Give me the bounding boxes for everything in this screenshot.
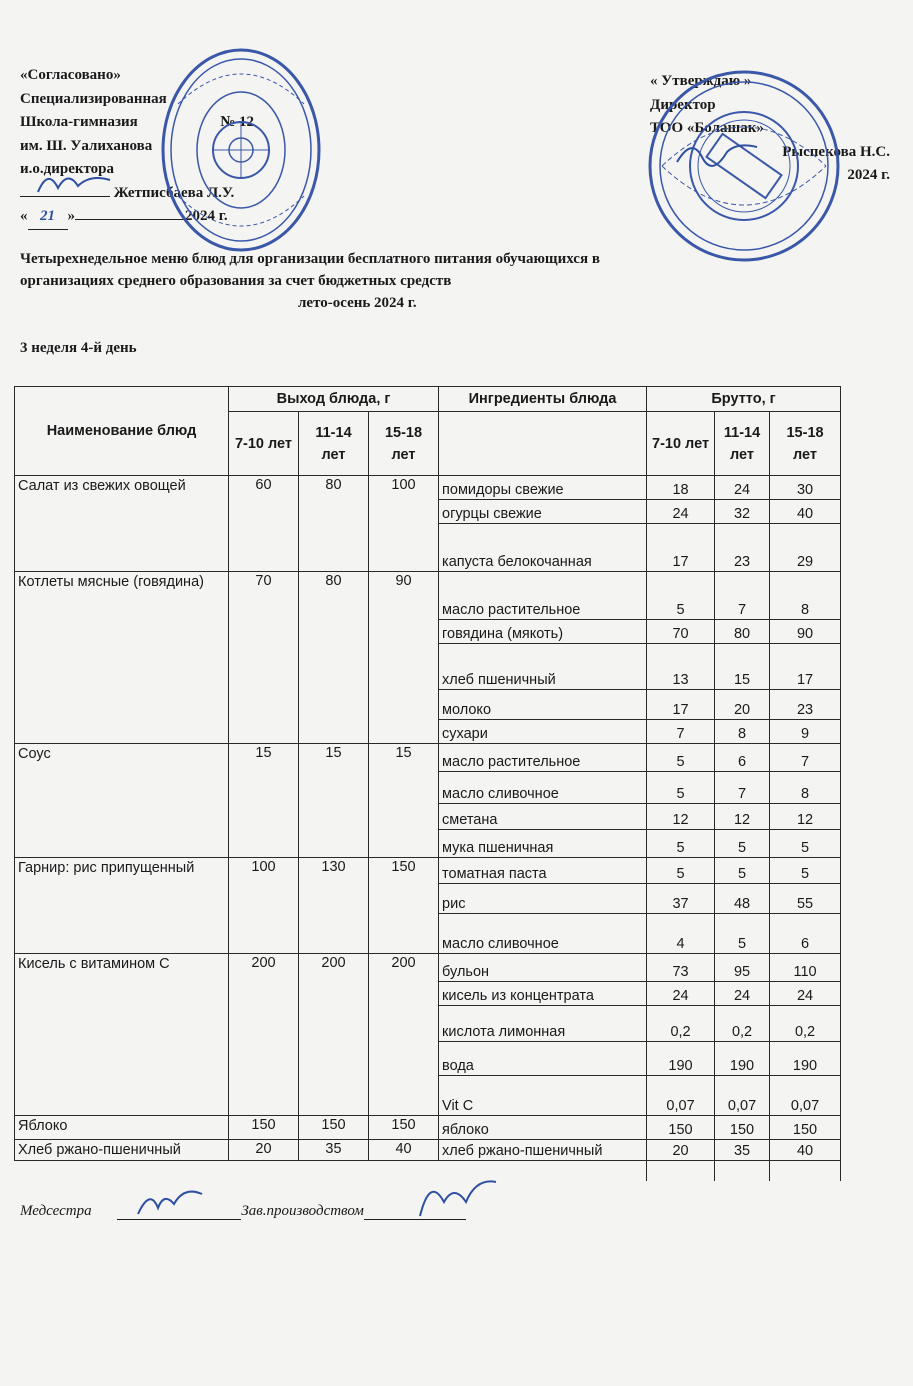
dish-yield: 15	[299, 744, 369, 858]
week-day-label: 3 неделя 4-й день	[20, 340, 137, 356]
gross-weight: 110	[770, 954, 841, 982]
date-year-right: 2024 г.	[847, 167, 890, 183]
date-year-left: 2024 г.	[185, 208, 228, 224]
gross-weight: 5	[647, 744, 715, 772]
ingredient-name: кисель из концентрата	[439, 982, 647, 1006]
table-row	[15, 572, 841, 620]
table-row	[15, 954, 841, 982]
gross-weight: 20	[647, 1140, 715, 1161]
dish-yield: 20	[229, 1140, 299, 1161]
ingredient-name: масло сливочное	[439, 914, 647, 954]
yield-age-15-18: 15-18 лет	[369, 412, 439, 476]
date-day: 21	[28, 205, 68, 230]
dish-yield: 150	[369, 858, 439, 954]
empty-cell	[770, 1161, 841, 1181]
dish-yield: 100	[369, 476, 439, 572]
gross-weight: 190	[770, 1042, 841, 1076]
yield-age-7-10: 7-10 лет	[229, 412, 299, 476]
gross-weight: 8	[770, 572, 841, 620]
gross-weight: 190	[715, 1042, 770, 1076]
gross-weight: 5	[770, 858, 841, 884]
dish-yield: 35	[299, 1140, 369, 1161]
gross-age-7-10: 7-10 лет	[647, 412, 715, 476]
title-line-3: лето-осень 2024 г.	[298, 295, 417, 311]
dish-yield: 130	[299, 858, 369, 954]
gross-weight: 17	[770, 644, 841, 690]
dish-yield: 90	[369, 572, 439, 744]
gross-weight: 90	[770, 620, 841, 644]
dish-yield: 100	[229, 858, 299, 954]
approve-label: « Утверждаю »	[650, 73, 752, 89]
dish-yield: 80	[299, 476, 369, 572]
gross-weight: 55	[770, 884, 841, 914]
gross-weight: 5	[647, 772, 715, 804]
gross-weight: 7	[715, 572, 770, 620]
empty-cell	[299, 1161, 369, 1181]
company-name: ТОО «Болашак»	[650, 120, 764, 136]
date-open-quote: «	[20, 208, 28, 224]
gross-weight: 6	[715, 744, 770, 772]
gross-weight: 150	[647, 1116, 715, 1140]
dish-name: Салат из свежих овощей	[15, 476, 229, 572]
dish-yield: 70	[229, 572, 299, 744]
empty-cell	[647, 1161, 715, 1181]
ingredient-name: масло сливочное	[439, 772, 647, 804]
gross-weight: 18	[647, 476, 715, 500]
gross-weight: 37	[647, 884, 715, 914]
gross-weight: 0,07	[770, 1076, 841, 1116]
ingredient-name: молоко	[439, 690, 647, 720]
ingredient-name: яблоко	[439, 1116, 647, 1140]
yield-age-11-14: 11-14 лет	[299, 412, 369, 476]
gross-weight: 7	[647, 720, 715, 744]
ingredient-name: сухари	[439, 720, 647, 744]
gross-weight: 70	[647, 620, 715, 644]
gross-weight: 5	[647, 830, 715, 858]
ingredient-name: томатная паста	[439, 858, 647, 884]
menu-body	[15, 476, 841, 1181]
production-label: Зав.производством	[241, 1203, 364, 1219]
ingredient-name: кислота лимонная	[439, 1006, 647, 1042]
gross-weight: 5	[647, 572, 715, 620]
gross-weight: 12	[770, 804, 841, 830]
ingredient-name: масло растительное	[439, 572, 647, 620]
gross-weight: 150	[715, 1116, 770, 1140]
gross-weight: 5	[770, 830, 841, 858]
left-signature	[34, 166, 114, 198]
gross-weight: 20	[715, 690, 770, 720]
gross-weight: 0,07	[647, 1076, 715, 1116]
position-line: и.о.директора	[20, 161, 115, 177]
gross-weight: 40	[770, 1140, 841, 1161]
ingredients-header: Ингредиенты блюда	[439, 387, 647, 412]
gross-weight: 24	[715, 476, 770, 500]
ingredient-name: вода	[439, 1042, 647, 1076]
table-row	[15, 1140, 841, 1161]
nurse-label: Медсестра	[20, 1203, 92, 1219]
dish-name: Кисель с витамином С	[15, 954, 229, 1116]
dish-name: Котлеты мясные (говядина)	[15, 572, 229, 744]
gross-weight: 0,07	[715, 1076, 770, 1116]
school-line-1: Специализированная	[20, 90, 167, 107]
dish-yield: 200	[299, 954, 369, 1116]
gross-weight: 9	[770, 720, 841, 744]
dish-yield: 15	[229, 744, 299, 858]
gross-weight: 24	[647, 500, 715, 524]
ingredient-name: сметана	[439, 804, 647, 830]
gross-weight: 190	[647, 1042, 715, 1076]
ingredient-name: Vit C	[439, 1076, 647, 1116]
signer-right: Рыспекова Н.С.	[782, 143, 890, 160]
date-close-quote: »	[67, 208, 75, 224]
gross-weight: 12	[715, 804, 770, 830]
gross-weight: 0,2	[647, 1006, 715, 1042]
gross-weight: 4	[647, 914, 715, 954]
gross-weight: 23	[715, 524, 770, 572]
gross-weight: 0,2	[715, 1006, 770, 1042]
production-signature	[410, 1172, 500, 1224]
dish-yield: 150	[299, 1116, 369, 1140]
dish-yield: 60	[229, 476, 299, 572]
ingredient-name: мука пшеничная	[439, 830, 647, 858]
gross-weight: 32	[715, 500, 770, 524]
gross-weight: 6	[770, 914, 841, 954]
gross-header: Брутто, г	[647, 387, 841, 412]
ingredient-name: рис	[439, 884, 647, 914]
ingredient-name: говядина (мякоть)	[439, 620, 647, 644]
gross-weight: 12	[647, 804, 715, 830]
director-signature	[672, 132, 762, 172]
empty-cell	[15, 1161, 229, 1181]
gross-weight: 150	[770, 1116, 841, 1140]
ingredient-name: огурцы свежие	[439, 500, 647, 524]
ingredient-name: капуста белокочанная	[439, 524, 647, 572]
ingredient-name: помидоры свежие	[439, 476, 647, 500]
dish-name: Гарнир: рис припущенный	[15, 858, 229, 954]
dish-yield: 15	[369, 744, 439, 858]
ingredient-name: хлеб пшеничный	[439, 644, 647, 690]
gross-weight: 30	[770, 476, 841, 500]
gross-weight: 40	[770, 500, 841, 524]
title-line-2: организациях среднего образования за счет бюджетных средств	[20, 273, 452, 289]
gross-weight: 24	[715, 982, 770, 1006]
school-seal-stamp	[158, 44, 324, 256]
table-row	[15, 858, 841, 884]
gross-weight: 24	[647, 982, 715, 1006]
title-line-1: Четырехнедельное меню блюд для организации бесплатного питания обучающихся в	[20, 251, 600, 267]
gross-weight: 5	[715, 830, 770, 858]
school-number: № 12	[220, 114, 255, 130]
gross-weight: 8	[770, 772, 841, 804]
document-title	[20, 248, 880, 314]
menu-table	[14, 386, 841, 1181]
gross-weight: 7	[715, 772, 770, 804]
gross-weight: 23	[770, 690, 841, 720]
ingredient-name: хлеб ржано-пшеничный	[439, 1140, 647, 1161]
agreed-label: «Согласовано»	[20, 67, 121, 83]
director-label: Директор	[650, 96, 716, 113]
dish-yield: 150	[229, 1116, 299, 1140]
gross-weight: 17	[647, 524, 715, 572]
dish-yield: 80	[299, 572, 369, 744]
gross-weight: 5	[715, 914, 770, 954]
gross-weight: 5	[647, 858, 715, 884]
dish-yield: 200	[369, 954, 439, 1116]
dish-yield: 200	[229, 954, 299, 1116]
dish-name: Соус	[15, 744, 229, 858]
gross-weight: 13	[647, 644, 715, 690]
gross-weight: 8	[715, 720, 770, 744]
gross-age-11-14: 11-14 лет	[715, 412, 770, 476]
gross-weight: 80	[715, 620, 770, 644]
gross-weight: 15	[715, 644, 770, 690]
table-row	[15, 476, 841, 500]
school-line-3: им. Ш. Уалиханова	[20, 137, 153, 154]
gross-weight: 48	[715, 884, 770, 914]
nurse-signature	[134, 1182, 208, 1222]
gross-weight: 95	[715, 954, 770, 982]
table-row	[15, 744, 841, 772]
dish-name: Яблоко	[15, 1116, 229, 1140]
gross-weight: 17	[647, 690, 715, 720]
gross-weight: 29	[770, 524, 841, 572]
ingredient-name: масло растительное	[439, 744, 647, 772]
dish-yield: 150	[369, 1116, 439, 1140]
dish-yield: 40	[369, 1140, 439, 1161]
table-row	[15, 1116, 841, 1140]
gross-weight: 73	[647, 954, 715, 982]
empty-cell	[715, 1161, 770, 1181]
empty-cell	[229, 1161, 299, 1181]
yield-header: Выход блюда, г	[229, 387, 439, 412]
school-name: Школа-гимназия	[20, 114, 138, 130]
ingredient-name: бульон	[439, 954, 647, 982]
gross-weight: 7	[770, 744, 841, 772]
gross-weight: 35	[715, 1140, 770, 1161]
dish-header: Наименование блюд	[15, 387, 229, 476]
signer-left: Жетписбаева Л.У.	[113, 184, 235, 201]
dish-name: Хлеб ржано-пшеничный	[15, 1140, 229, 1161]
gross-weight: 5	[715, 858, 770, 884]
gross-weight: 24	[770, 982, 841, 1006]
footer-signatures	[20, 1203, 466, 1220]
ingredients-header-blank	[439, 412, 647, 476]
gross-weight: 0,2	[770, 1006, 841, 1042]
gross-age-15-18: 15-18 лет	[770, 412, 841, 476]
